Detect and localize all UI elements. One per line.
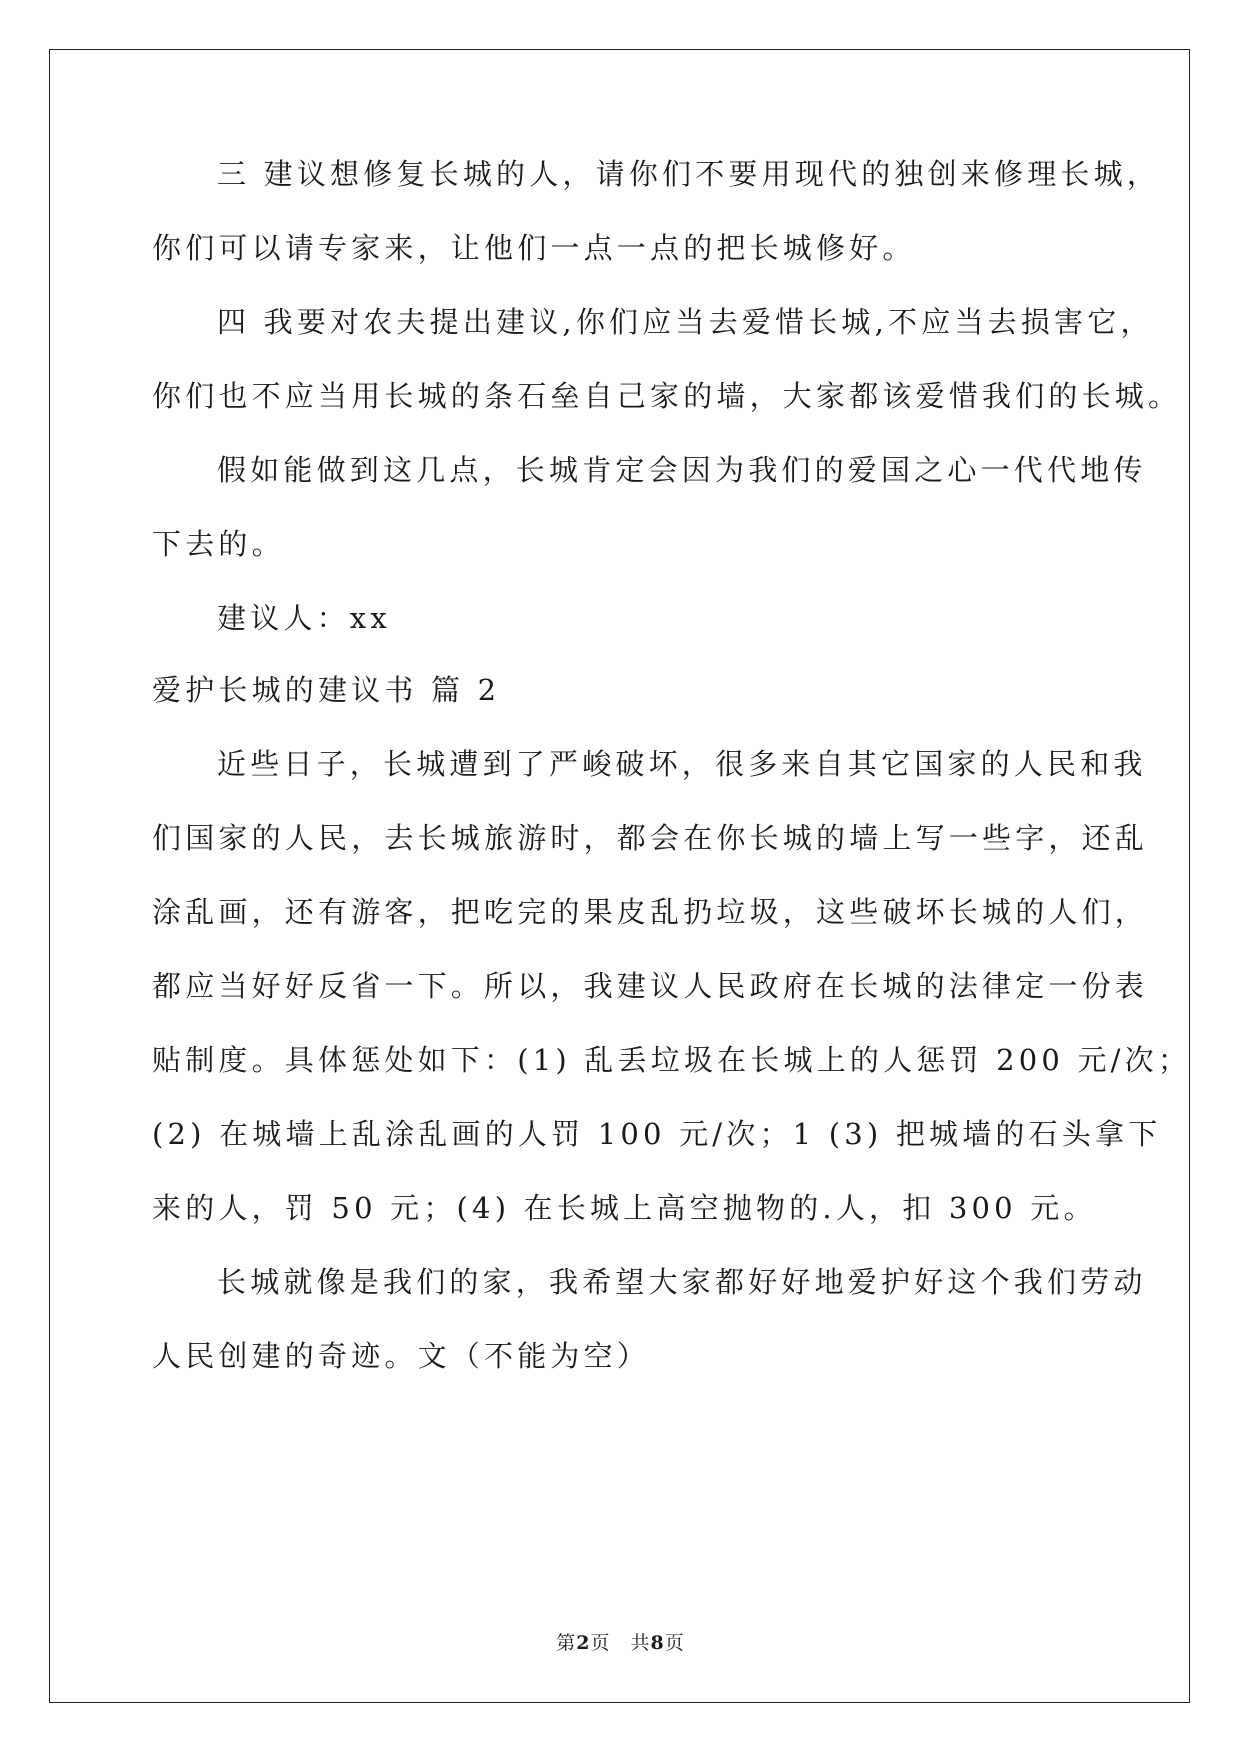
page-middle: 页 共 [590, 1632, 651, 1654]
section-heading: 爱护长城的建议书 篇 2 [152, 673, 501, 707]
paragraph-line: (2) 在城墙上乱涂乱画的人罚 100 元/次；1 (3) 把城墙的石头拿下 [152, 1117, 1162, 1151]
paragraph-line: 你们可以请专家来，让他们一点一点的把长城修好。 [152, 231, 916, 265]
paragraph-line: 长城就像是我们的家，我希望大家都好好地爱护好这个我们劳动 [217, 1265, 1147, 1299]
paragraph-line: 来的人，罚 50 元；(4) 在长城上高空抛物的.人，扣 300 元。 [152, 1191, 1097, 1225]
paragraph-line: 们国家的人民，去长城旅游时，都会在你长城的墙上写一些字，还乱 [152, 821, 1149, 855]
signature-line: 建议人：xx [217, 601, 391, 635]
page-footer [0, 1634, 1241, 1653]
page-border [49, 49, 1190, 1703]
page-suffix: 页 [664, 1632, 685, 1654]
paragraph-line: 假如能做到这几点，长城肯定会因为我们的爱国之心一代代地传 [217, 453, 1147, 487]
paragraph-line: 你们也不应当用长城的条石垒自己家的墙，大家都该爱惜我们的长城。 [152, 379, 1182, 413]
paragraph-line: 人民创建的奇迹。文（不能为空） [152, 1339, 651, 1373]
paragraph-line: 下去的。 [152, 527, 285, 561]
current-page-number: 2 [576, 1632, 591, 1654]
paragraph-line: 涂乱画，还有游客，把吃完的果皮乱扔垃圾，这些破坏长城的人们， [152, 895, 1149, 929]
page-prefix: 第 [556, 1632, 577, 1654]
total-page-number: 8 [650, 1632, 665, 1654]
paragraph-line: 四 我要对农夫提出建议,你们应当去爱惜长城,不应当去损害它， [217, 305, 1154, 339]
paragraph-line: 都应当好好反省一下。所以，我建议人民政府在长城的法律定一份表 [152, 969, 1149, 1003]
paragraph-line: 近些日子，长城遭到了严峻破坏，很多来自其它国家的人民和我 [217, 747, 1147, 781]
paragraph-line: 贴制度。具体惩处如下：(1) 乱丢垃圾在长城上的人惩罚 200 元/次； [152, 1043, 1192, 1077]
paragraph-line: 三 建议想修复长城的人，请你们不要用现代的独创来修理长城， [217, 157, 1161, 191]
